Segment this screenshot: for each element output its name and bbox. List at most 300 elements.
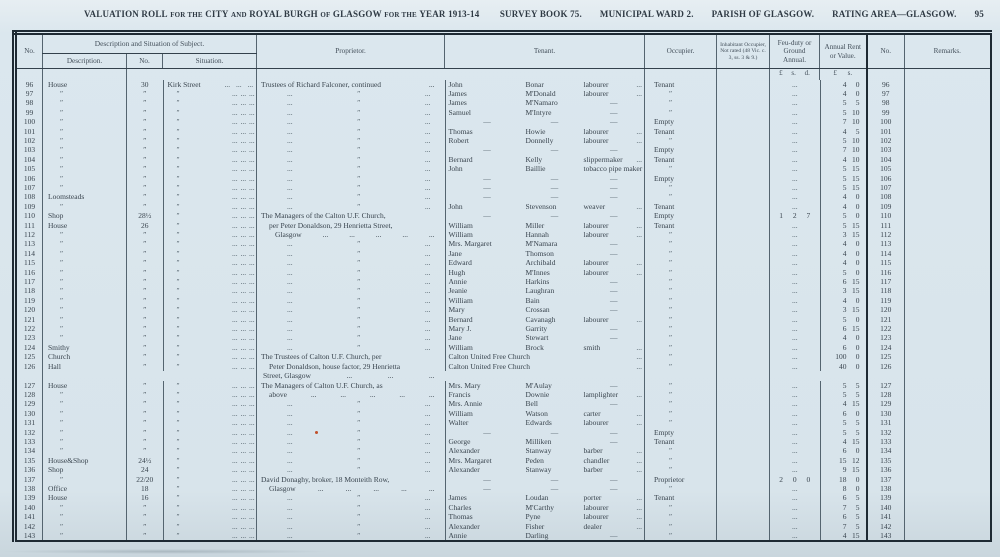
cell-proprietor: [257, 333, 445, 342]
tenant-forename: John: [448, 201, 463, 211]
tenant-forename: Charles: [448, 502, 472, 512]
proprietor-line2: [257, 371, 445, 380]
table-row: [15, 145, 991, 154]
leader-dots: ...: [240, 333, 247, 343]
cell-no-right: 118: [867, 286, 905, 295]
cell-proprietor: [257, 399, 445, 408]
tenant-occupation: —: [610, 98, 618, 108]
cell-street-no: 22/20: [127, 475, 163, 484]
cell-description: House: [43, 80, 127, 89]
leader-dots: ...: [248, 324, 255, 334]
cell-no: 140: [15, 503, 43, 512]
situation-text: ″: [176, 408, 180, 418]
cell-annual-rent: [820, 343, 866, 352]
cell-no: 111: [15, 221, 43, 230]
leader-dots: ...: [240, 512, 247, 522]
tenant-forename: Mary: [448, 305, 465, 315]
proprietor-line: [257, 512, 445, 521]
cell-no-right: 97: [867, 89, 905, 98]
proprietor-line: [257, 409, 445, 418]
leader-dots: ...: [240, 418, 247, 428]
leader-dots: ...: [231, 201, 238, 211]
col-header-description-group: Description and Situation of Subject.: [43, 33, 257, 54]
leader-dots: ...: [636, 88, 643, 98]
cell-inhabitant-occupier: [717, 155, 770, 164]
cell-proprietor: [257, 221, 445, 230]
cell-proprietor: [257, 352, 445, 361]
proprietor-line: [257, 296, 445, 305]
rent-shillings: 0: [855, 446, 860, 456]
cell-street-no: 28½: [127, 211, 163, 220]
proprietor-text: ...: [424, 173, 431, 183]
cell-street-no: ″: [127, 277, 163, 286]
cell-proprietor: [257, 174, 445, 183]
ditto-mark: ″: [357, 455, 361, 465]
cell-situation: [163, 80, 257, 89]
tenant-surname: —: [550, 145, 559, 155]
cell-street-no: ″: [127, 258, 163, 267]
cell-inhabitant-occupier: [717, 465, 770, 474]
proprietor-text: ...: [424, 107, 431, 117]
cell-inhabitant-occupier: [717, 456, 770, 465]
cell-situation: [163, 183, 257, 192]
proprietor-text: ...: [424, 164, 431, 174]
cell-feu-duty: ...: [770, 145, 820, 154]
cell-description: House: [43, 381, 127, 390]
cell-description: ″: [43, 98, 127, 107]
situation-text: ″: [176, 248, 180, 258]
proprietor-text: ...: [424, 192, 431, 202]
leader-dots: ...: [636, 220, 643, 230]
cell-inhabitant-occupier: [717, 503, 770, 512]
cell-description: ″: [43, 512, 127, 521]
rent-pounds: 4: [842, 258, 847, 268]
col-header-feu-duty: Feu-duty or Ground Annual.: [770, 33, 820, 69]
cell-no-right: 114: [867, 249, 905, 258]
cell-no: 136: [15, 465, 43, 474]
cell-occupier: ″: [645, 108, 717, 117]
cell-annual-rent: [820, 268, 866, 277]
rent-pounds: 6: [842, 512, 847, 522]
ditto-mark: ″: [357, 145, 361, 155]
cell-no: 114: [15, 249, 43, 258]
cell-feu-duty: ...: [770, 343, 820, 352]
cell-inhabitant-occupier: [717, 399, 770, 408]
cell-inhabitant-occupier: [717, 362, 770, 381]
cell-inhabitant-occupier: [717, 164, 770, 173]
leader-dots: ...: [240, 248, 247, 258]
cell-occupier: ″: [645, 456, 717, 465]
situation-text: Kirk Street: [167, 79, 201, 89]
cell-feu-duty: ...: [770, 465, 820, 474]
cell-description: ″: [43, 503, 127, 512]
cell-feu-duty: ...: [770, 277, 820, 286]
cell-tenant: [445, 127, 645, 136]
cell-no-right: 136: [867, 465, 905, 474]
rent-pounds: 7: [842, 117, 847, 127]
proprietor-text: ...: [424, 117, 431, 127]
cell-feu-duty: ...: [770, 164, 820, 173]
table-row: [15, 249, 991, 258]
leader-dots: ...: [240, 117, 247, 127]
col-header-street-no: No.: [127, 54, 163, 69]
proprietor-line: [257, 230, 445, 239]
ditto-mark: ″: [357, 305, 361, 315]
proprietor-text: ...: [287, 98, 293, 108]
cell-situation: [163, 268, 257, 277]
situation-text: ″: [176, 295, 180, 305]
rent-pounds: 4: [842, 154, 847, 164]
leader-dots: ...: [248, 474, 255, 484]
cell-annual-rent: [820, 249, 866, 258]
cell-annual-rent: [820, 428, 866, 437]
leader-dots: ...: [231, 427, 238, 437]
cell-annual-rent: [820, 456, 866, 465]
table-row: [15, 512, 991, 521]
proprietor-text: ...: [424, 342, 431, 352]
proprietor-text: ...: [287, 145, 293, 155]
cell-situation: [163, 221, 257, 230]
cell-remarks: [905, 277, 991, 286]
ditto-mark: ″: [357, 418, 361, 428]
leader-dots: ...: [231, 295, 238, 305]
cell-occupier: ″: [645, 230, 717, 239]
cell-description: ″: [43, 522, 127, 531]
cell-situation: [163, 286, 257, 295]
cell-remarks: [905, 174, 991, 183]
leader-dots: ...: [231, 230, 238, 239]
tenant-forename: —: [483, 192, 491, 202]
cell-no-right: 98: [867, 98, 905, 107]
leader-dots: ...: [231, 521, 238, 531]
leader-dots: ...: [240, 192, 247, 202]
tenant-occupation: labourer: [583, 230, 609, 239]
title-segment: ROYAL BURGH: [249, 9, 318, 19]
cell-tenant: [445, 522, 645, 531]
proprietor-text: ...: [340, 389, 346, 399]
tenant-occupation: carter: [583, 408, 601, 418]
cell-situation: [163, 258, 257, 267]
situation-text: ″: [176, 314, 180, 324]
cell-feu-duty: ...: [770, 493, 820, 502]
cell-feu-duty: ...: [770, 428, 820, 437]
cell-inhabitant-occupier: [717, 230, 770, 239]
leader-dots: ...: [231, 107, 238, 117]
cell-description: Smithy: [43, 343, 127, 352]
table-row: [15, 399, 991, 408]
situation-text: ″: [176, 220, 180, 230]
tenant-occupation: —: [610, 333, 618, 343]
cell-inhabitant-occupier: [717, 249, 770, 258]
cell-proprietor: [257, 503, 445, 512]
cell-feu-duty: ...: [770, 399, 820, 408]
cell-occupier: Tenant: [645, 155, 717, 164]
leader-dots: ...: [636, 135, 643, 145]
proprietor-line: [257, 305, 445, 314]
table-row: [15, 98, 991, 107]
cell-no-right: 137: [867, 475, 905, 484]
leader-dots: ...: [231, 436, 238, 446]
cell-occupier: ″: [645, 503, 717, 512]
situation-text: ″: [176, 493, 180, 503]
tenant-occupation: labourer: [583, 502, 609, 512]
cell-feu-duty: ...: [770, 333, 820, 342]
leader-dots: ...: [248, 211, 255, 221]
rent-pounds: 5: [842, 418, 847, 428]
proprietor-text: Glasgow: [275, 230, 302, 239]
cell-proprietor: [257, 202, 445, 211]
cell-remarks: [905, 221, 991, 230]
cell-tenant: [445, 456, 645, 465]
tenant-occupation: barber: [583, 465, 603, 475]
proprietor-text: ...: [287, 107, 293, 117]
proprietor-line: [257, 80, 445, 89]
proprietor-line: [257, 211, 445, 220]
tenant-forename: Mary J.: [448, 324, 472, 334]
cell-annual-rent: [820, 493, 866, 502]
cell-proprietor: [257, 493, 445, 502]
proprietor-text: ...: [373, 483, 379, 493]
situation-text: ″: [176, 512, 180, 522]
tenant-surname: Bain: [525, 295, 540, 305]
cell-annual-rent: [820, 155, 866, 164]
proprietor-text: ...: [287, 531, 293, 540]
cell-tenant: [445, 164, 645, 173]
proprietor-line: [257, 484, 445, 493]
ditto-mark: ″: [357, 502, 361, 512]
tenant-forename: Alexander: [448, 446, 480, 456]
cell-tenant: [445, 268, 645, 277]
leader-dots: ...: [636, 267, 643, 277]
proprietor-text: ...: [287, 408, 293, 418]
rent-pounds: 6: [842, 493, 847, 503]
table-row: [15, 343, 991, 352]
leader-dots: ...: [240, 483, 247, 493]
ditto-mark: ″: [357, 173, 361, 183]
cell-occupier: Tenant: [645, 80, 717, 89]
rent-shillings: 0: [855, 352, 860, 362]
leader-dots: ...: [636, 361, 643, 371]
tenant-surname: M'Innes: [525, 267, 550, 277]
cell-no-right: 110: [867, 211, 905, 220]
tenant-occupation: labourer: [583, 258, 609, 268]
cell-description: ″: [43, 183, 127, 192]
leader-dots: ...: [248, 352, 255, 362]
cell-street-no: ″: [127, 343, 163, 352]
rent-shillings: 5: [855, 126, 860, 136]
cell-feu-duty: ...: [770, 183, 820, 192]
col-header-no: No.: [15, 33, 43, 69]
cell-situation: [163, 352, 257, 361]
tenant-surname: Bonar: [525, 79, 544, 89]
cell-no-right: 127: [867, 381, 905, 390]
cell-situation: [163, 305, 257, 314]
cell-description: ″: [43, 475, 127, 484]
proprietor-text: ...: [424, 436, 431, 446]
cell-remarks: [905, 80, 991, 89]
proprietor-line: [257, 155, 445, 164]
cell-situation: [163, 230, 257, 239]
leader-dots: ...: [231, 399, 238, 409]
tenant-name: Calton United Free Church: [448, 361, 530, 371]
cell-proprietor: [257, 428, 445, 437]
rent-shillings: 0: [855, 483, 860, 493]
cell-situation: [163, 522, 257, 531]
cell-description: ″: [43, 117, 127, 126]
cell-no: 116: [15, 268, 43, 277]
cell-annual-rent: [820, 127, 866, 136]
rent-shillings: 0: [855, 267, 860, 277]
cell-street-no: ″: [127, 305, 163, 314]
cell-no-right: 102: [867, 136, 905, 145]
rent-pounds: 5: [842, 135, 847, 145]
cell-remarks: [905, 108, 991, 117]
leader-dots: ...: [636, 79, 643, 89]
leader-dots: ...: [248, 399, 255, 409]
tenant-surname: Loudan: [525, 493, 549, 503]
rent-pounds: 5: [842, 182, 847, 192]
money-unit-cell: [905, 69, 991, 80]
cell-no-right: 124: [867, 343, 905, 352]
cell-tenant: [445, 108, 645, 117]
cell-remarks: [905, 239, 991, 248]
proprietor-text: ...: [287, 164, 293, 174]
table-row: [15, 522, 991, 531]
cell-situation: [163, 174, 257, 183]
tenant-surname: —: [550, 211, 559, 221]
cell-no: 118: [15, 286, 43, 295]
cell-description: ″: [43, 145, 127, 154]
situation-text: ″: [176, 117, 180, 127]
money-unit-row: [15, 69, 991, 80]
cell-tenant: [445, 343, 645, 352]
proprietor-line: [257, 268, 445, 277]
leader-dots: ...: [248, 277, 255, 287]
proprietor-text: ...: [287, 239, 293, 249]
cell-description: ″: [43, 324, 127, 333]
proprietor-text: ...: [287, 267, 293, 277]
proprietor-text: ...: [424, 145, 431, 155]
leader-dots: ...: [240, 258, 247, 268]
cell-remarks: [905, 202, 991, 211]
proprietor-line: [257, 493, 445, 502]
cell-description: ″: [43, 249, 127, 258]
cell-description: ″: [43, 437, 127, 446]
ditto-mark: ″: [357, 277, 361, 287]
ditto-mark: ″: [357, 512, 361, 522]
ditto-mark: ″: [357, 135, 361, 145]
cell-annual-rent: [820, 409, 866, 418]
cell-street-no: ″: [127, 145, 163, 154]
situation-text: ″: [176, 427, 180, 437]
cell-description: ″: [43, 277, 127, 286]
tenant-occupation: —: [610, 145, 618, 155]
cell-no: 119: [15, 296, 43, 305]
cell-tenant: [445, 249, 645, 258]
cell-annual-rent: [820, 202, 866, 211]
leader-dots: ...: [231, 211, 238, 221]
ditto-mark: ″: [357, 333, 361, 343]
cell-remarks: [905, 136, 991, 145]
cell-street-no: ″: [127, 512, 163, 521]
proprietor-text: ...: [424, 201, 431, 211]
proprietor-text: ...: [322, 230, 329, 239]
tenant-occupation: —: [610, 427, 618, 437]
leader-dots: ...: [240, 380, 247, 390]
cell-feu-duty: ...: [770, 381, 820, 390]
cell-remarks: [905, 183, 991, 192]
ditto-mark: ″: [357, 493, 361, 503]
table-row: [15, 230, 991, 239]
proprietor-line: [257, 258, 445, 267]
proprietor-text: ...: [287, 493, 293, 503]
leader-dots: ...: [248, 201, 255, 211]
cell-description: ″: [43, 418, 127, 427]
cell-inhabitant-occupier: [717, 117, 770, 126]
cell-annual-rent: [820, 446, 866, 455]
proprietor-line: [257, 390, 445, 399]
cell-proprietor: [257, 390, 445, 399]
tenant-surname: —: [550, 474, 559, 484]
rent-shillings: 10: [852, 135, 860, 145]
cell-occupier: ″: [645, 192, 717, 201]
rent-pounds: 7: [842, 502, 847, 512]
cell-description: ″: [43, 315, 127, 324]
cell-remarks: [905, 315, 991, 324]
cell-inhabitant-occupier: [717, 305, 770, 314]
cell-annual-rent: [820, 108, 866, 117]
tenant-forename: Walter: [448, 418, 469, 428]
leader-dots: ...: [231, 267, 238, 277]
situation-text: ″: [176, 333, 180, 343]
table-row: [15, 315, 991, 324]
cell-no-right: 135: [867, 456, 905, 465]
ditto-mark: ″: [357, 107, 361, 117]
cell-situation: [163, 418, 257, 427]
leader-dots: ...: [240, 342, 247, 352]
cell-occupier: Empty: [645, 174, 717, 183]
leader-dots: ...: [231, 277, 238, 287]
table-row: [15, 136, 991, 145]
cell-feu-duty: ...: [770, 174, 820, 183]
cell-no-right: 101: [867, 127, 905, 136]
cell-situation: [163, 399, 257, 408]
leader-dots: ...: [248, 107, 255, 117]
cell-remarks: [905, 211, 991, 220]
leader-dots: ...: [240, 182, 247, 192]
cell-annual-rent: [820, 531, 866, 540]
cell-no-right: 103: [867, 145, 905, 154]
situation-text: ″: [176, 324, 180, 334]
tenant-surname: Stevenson: [525, 201, 557, 211]
leader-dots: ...: [240, 455, 247, 465]
situation-text: ″: [176, 98, 180, 108]
cell-no-right: 105: [867, 164, 905, 173]
cell-proprietor: [257, 409, 445, 418]
table-row: [15, 108, 991, 117]
title-rating-area: RATING AREA—GLASGOW.: [832, 9, 957, 19]
table-row: [15, 277, 991, 286]
tenant-forename: Edward: [448, 258, 472, 268]
leader-dots: ...: [231, 324, 238, 334]
leader-dots: ...: [231, 145, 238, 155]
cell-occupier: ″: [645, 381, 717, 390]
cell-no: 137: [15, 475, 43, 484]
situation-text: ″: [176, 126, 180, 136]
cell-street-no: 24: [127, 465, 163, 474]
table-row: [15, 362, 991, 381]
cell-remarks: [905, 390, 991, 399]
